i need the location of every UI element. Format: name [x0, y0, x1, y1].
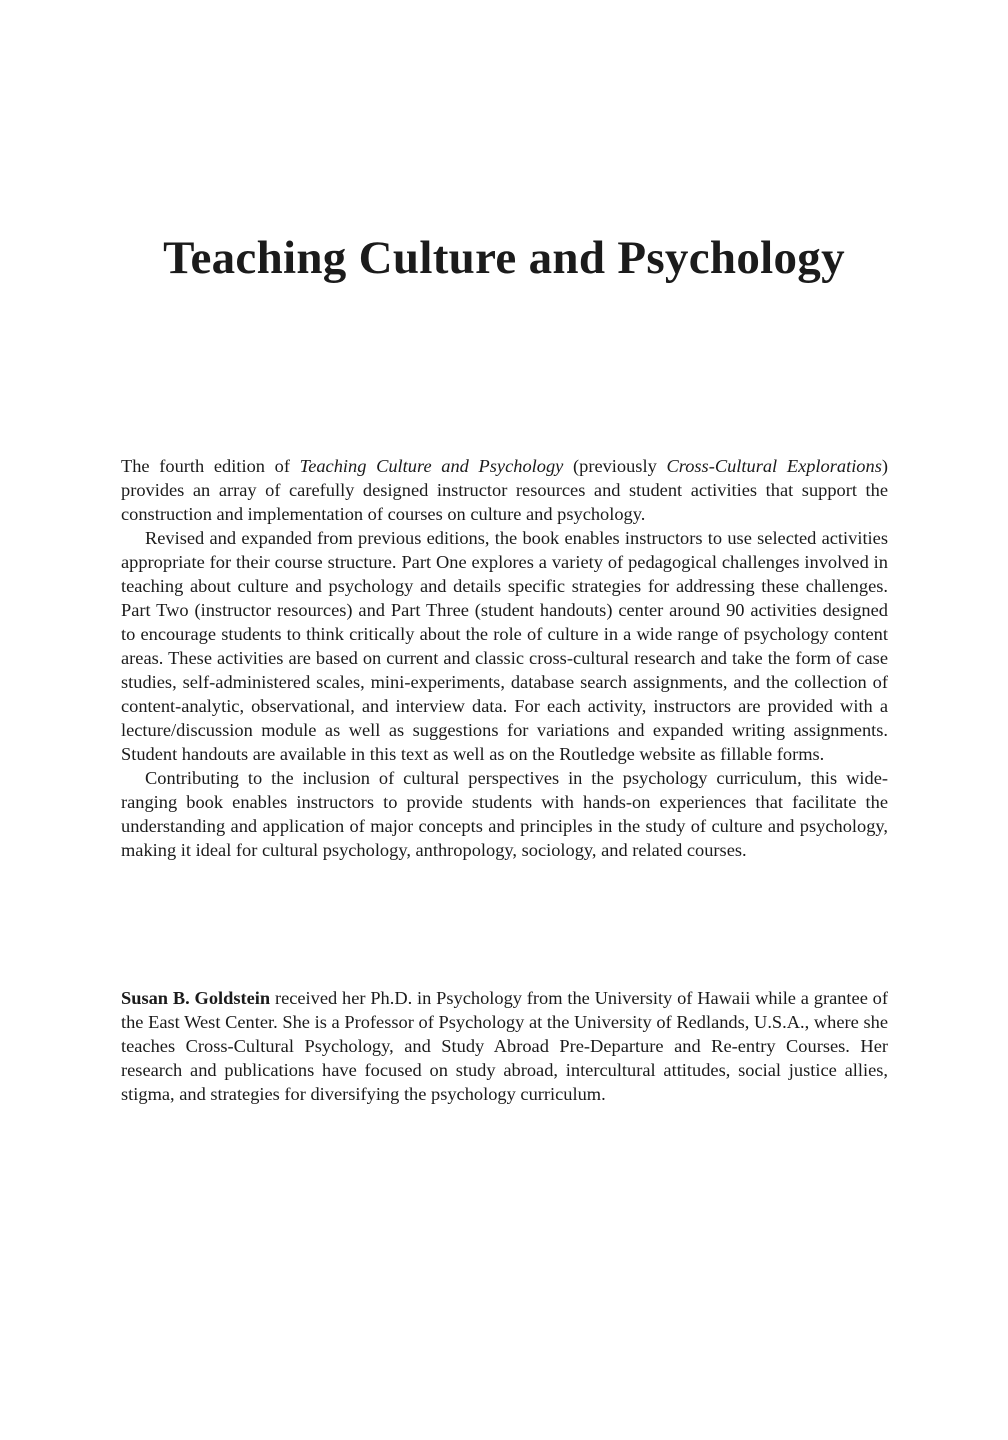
description-paragraph-1 — [121, 454, 888, 526]
description-paragraph-3: Contributing to the inclusion of cultural perspectives in the psychology curriculum, this wide-ranging book enables instructors to provide students with hands-on experiences that facilitate the understanding and application of major concepts and principles in the study of culture and psychology, making it ideal for cultural psychology, anthropology, sociology, and related courses. — [121, 768, 888, 860]
author-name: Susan B. Goldstein — [121, 988, 271, 1008]
book-title-italic: Teaching Culture and Psychology — [299, 456, 564, 476]
book-title: Teaching Culture and Psychology — [163, 232, 845, 284]
description-rest-text: ) provides an array of carefully designed instructor resources and student activities that support the construction and implementation of courses on culture and psychology. — [121, 456, 888, 524]
previously-text: (previously — [573, 456, 657, 476]
author-bio — [121, 986, 888, 1106]
description-paragraph-2: Revised and expanded from previous editions, the book enables instructors to use selected activities appropriate for their course structure. Part One explores a variety of pedagogical challenges involved in teaching about culture and psychology and details specific strategies for addressing these challenges. Part Two (instructor resources) and Part Three (student handouts) center around 90 activities designed to encourage students to think critically about the role of culture in a wide range of psychology content areas. These activities are based on current and classic cross-cultural research and take the form of case studies, self-administered scales, mini-experiments, database search assignments, and the collection of content-analytic, observational, and interview data. For each activity, instructors are provided with a lecture/discussion module as well as suggestions for variations and expanded writing assignments. Student handouts are available in this text as well as on the Routledge website as fillable forms. — [121, 528, 888, 764]
previous-title-italic: Cross-Cultural Explorations — [666, 456, 882, 476]
book-description — [121, 454, 888, 862]
description-intro-text: The fourth edition of — [121, 456, 290, 476]
author-bio-text: received her Ph.D. in Psychology from the University of Hawaii while a grantee of the East West Center. She is a Professor of Psychology at the University of Redlands, U.S.A., where she teaches Cross-Cultural Psychology, and Study Abroad Pre-Departure and Re-entry Courses. Her research and publications have focused on study abroad, intercultural attitudes, social justice allies, stigma, and strategies for diversifying the psychology curriculum. — [121, 988, 888, 1104]
